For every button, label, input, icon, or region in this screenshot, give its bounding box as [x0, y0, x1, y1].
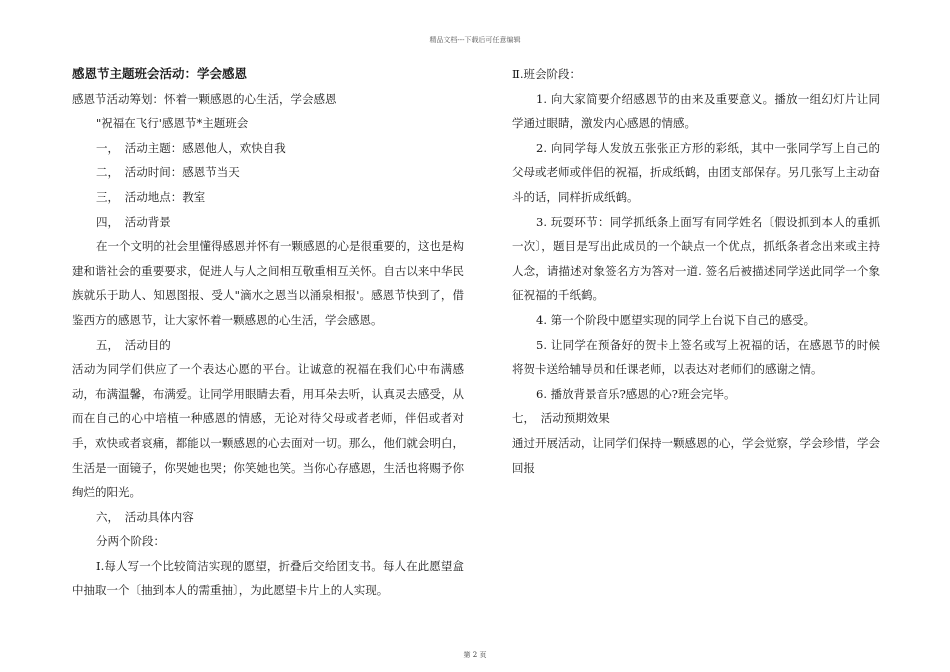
- step-1-paragraph: 1. 向大家简要介绍感恩节的由来及重要意义。播放一组幻灯片让同学通过眼睛，激发内心感恩的情感。: [512, 91, 880, 131]
- document-title: 感恩节主题班会活动：学会感恩: [72, 66, 248, 81]
- section-expected-heading: 七， 活动预期效果: [512, 411, 610, 426]
- step-2-paragraph: 2. 向同学每人发放五张张正方形的彩纸，其中一张同学写上自己的父母或老师或伴侣的祝福，折成纸鹤，由团支部保存。另几张写上主动奋斗的话，同样折成纸鹤。: [512, 140, 880, 204]
- right-column: [512, 62, 880, 480]
- stage-one-paragraph: Ⅰ.每人写一个比较简洁实现的愿望，折叠后交给团支书。每人在此愿望盒中抽取一个〔抽到本人的需重抽〕，为此愿望卡片上的人实现。: [72, 558, 464, 598]
- section-time: 二， 活动时间：感恩节当天: [96, 165, 240, 180]
- step-3-paragraph: 3. 玩耍环节：同学抓纸条上面写有同学姓名〔假设抓到本人的重抓一次〕，题目是写出此成员的一个缺点一个优点，抓纸条者念出来或主持人念，请描述对象签名方为答对一道. 签名后被描述同学送此同学一个象征祝福的千纸鹤。: [512, 214, 880, 303]
- section-location: 三， 活动地点：教室: [96, 189, 206, 204]
- stage-two-heading: Ⅱ.班会阶段：: [512, 67, 581, 81]
- page-header-note: 精品文档---下载后可任意编辑: [429, 36, 521, 44]
- expected-paragraph: 通过开展活动，让同学们保持一颗感恩的心，学会觉察，学会珍惜，学会回报: [512, 435, 880, 475]
- step-6-paragraph: 6. 播放背景音乐?感恩的心?班会完毕。: [536, 386, 736, 401]
- step-5-paragraph: 5. 让同学在预备好的贺卡上签名或写上祝福的话，在感恩节的时候将贺卡送给辅导员和任课老师，以表达对老师们的感谢之情。: [512, 337, 880, 377]
- stages-intro: 分两个阶段：: [96, 534, 165, 549]
- section-content-heading: 六， 活动具体内容: [96, 509, 194, 524]
- background-paragraph: 在一个文明的社会里懂得感恩并怀有一颗感恩的心是很重要的，这也是构建和谐社会的重要要求，促进人与人之间相互敬重相互关怀。自古以来中华民族就乐于助人、知恩图报、受人"滴水之恩当以涌泉相报'。感恩节快到了，借鉴西方的感恩节，让大家怀着一颗感恩的心生活，学会感恩。: [72, 239, 464, 327]
- left-column: [72, 62, 464, 603]
- subtitle-paragraph: 感恩节活动筹划：怀着一颗感恩的心生活，学会感恩: [72, 91, 337, 106]
- section-theme: 一， 活动主题：感恩他人，欢快自我: [96, 140, 286, 155]
- event-name-paragraph: "祝福在飞行'感恩节*主题班会: [96, 116, 249, 131]
- section-background-heading: 四， 活动背景: [96, 214, 171, 229]
- section-purpose-heading: 五， 活动目的: [96, 337, 171, 352]
- step-4-paragraph: 4. 第一个阶段中愿望实现的同学上台说下自己的感受。: [536, 312, 816, 327]
- page-number: 第 2 页: [463, 651, 487, 659]
- purpose-paragraph: 活动为同学们供应了一个表达心愿的平台。让诚意的祝福在我们心中布满感动，布满温馨，布满爱。让同学用眼睛去看，用耳朵去听，认真灵去感受，从而在自己的心中培植一种感恩的情感，无论对待父母或者老师，伴侣或者对手，欢快或者哀痛，都能以一颗感恩的心去面对一切。那么，他们就会明白，生活是一面镜子，你哭她也哭；你笑她也笑。当你心存感恩，生活也将赐予你绚烂的阳光。: [72, 362, 464, 500]
